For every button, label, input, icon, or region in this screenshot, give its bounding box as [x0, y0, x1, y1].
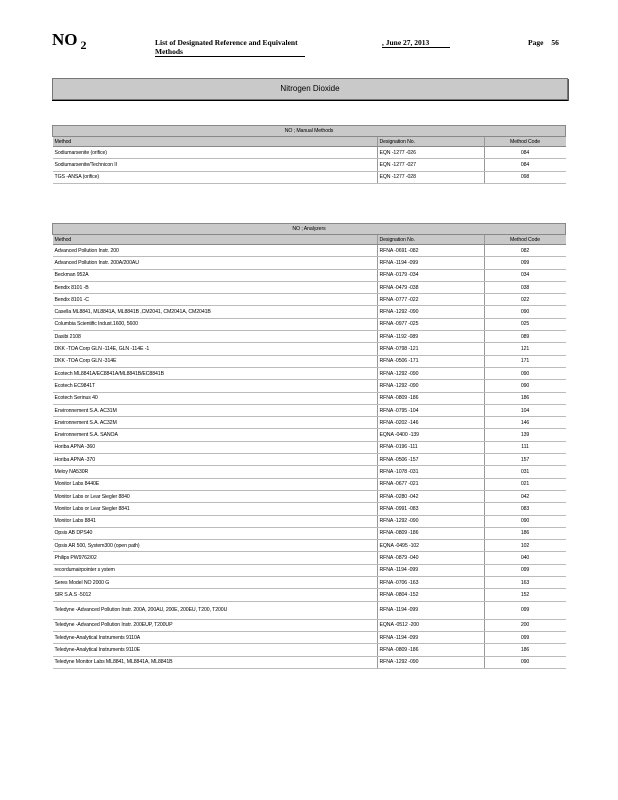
designation-cell: RFNA -0879 -040	[377, 552, 484, 564]
designation-cell: RFNA -1292 -090	[377, 515, 484, 527]
method-code-cell: 022	[484, 294, 566, 306]
table-row	[53, 577, 566, 589]
designation-cell: RFNA -1194 -099	[377, 631, 484, 643]
method-code-cell: 152	[484, 589, 566, 601]
table-row	[53, 454, 566, 466]
method-code-cell: 040	[484, 552, 566, 564]
method-code-cell: 186	[484, 392, 566, 404]
table-row	[53, 490, 566, 502]
method-code-cell: 186	[484, 644, 566, 656]
designation-cell: EQN -1277 -026	[377, 147, 484, 159]
column-header: Method	[53, 137, 378, 147]
table-row	[53, 644, 566, 656]
designation-cell: RFNA -1292 -090	[377, 656, 484, 668]
method-cell: Horiba APNA -360	[53, 441, 378, 453]
method-code-cell: 083	[484, 503, 566, 515]
designation-cell: RFNA -0804 -152	[377, 589, 484, 601]
method-code-cell: 090	[484, 656, 566, 668]
table-row	[53, 466, 566, 478]
designation-cell: RFNA -1292 -090	[377, 306, 484, 318]
designation-cell: RFNA -0506 -157	[377, 454, 484, 466]
method-cell: Columbia Scientific Indust.1600, 5600	[53, 318, 378, 330]
method-code-cell: 089	[484, 331, 566, 343]
method-code-cell: 042	[484, 490, 566, 502]
method-code-cell: 121	[484, 343, 566, 355]
method-cell: TGS -ANSA (orifice)	[53, 171, 378, 183]
method-code-cell: 099	[484, 257, 566, 269]
table-row	[53, 318, 566, 330]
table-row	[53, 404, 566, 416]
method-cell: Meloy NA530R	[53, 466, 378, 478]
method-cell: Teledyne-Analytical Instruments 9110A	[53, 631, 378, 643]
method-code-cell: 038	[484, 281, 566, 293]
method-cell: Philips PW9762/02	[53, 552, 378, 564]
method-cell: recordumairpointer s ystem	[53, 564, 378, 576]
table-row	[53, 331, 566, 343]
designation-cell: RFNA -0977 -025	[377, 318, 484, 330]
method-cell: Teledyne -Advanced Pollution Instr. 200EUP, T200UP	[53, 619, 378, 631]
designation-cell: RFNA -0179 -034	[377, 269, 484, 281]
method-code-cell: 084	[484, 159, 566, 171]
table-row	[53, 269, 566, 281]
designation-cell: EQN -1277 -027	[377, 159, 484, 171]
table-row	[53, 515, 566, 527]
header-no-subscript: 2	[80, 38, 87, 52]
column-header: Method Code	[484, 235, 566, 245]
table-row	[53, 306, 566, 318]
method-code-cell: 111	[484, 441, 566, 453]
method-code-cell: 163	[484, 577, 566, 589]
method-code-cell: 090	[484, 367, 566, 379]
method-code-cell: 104	[484, 404, 566, 416]
method-code-cell: 102	[484, 540, 566, 552]
designation-cell: RFNA -1194 -099	[377, 257, 484, 269]
method-cell: Horiba APNA -370	[53, 454, 378, 466]
designation-cell: RFNA -0202 -146	[377, 417, 484, 429]
method-cell: Monitor Labs 8440E	[53, 478, 378, 490]
table-row	[53, 245, 566, 257]
designation-cell: RFNA -0809 -186	[377, 644, 484, 656]
method-code-cell: 090	[484, 380, 566, 392]
analyzers-table	[52, 223, 566, 669]
method-code-cell: 186	[484, 527, 566, 539]
table-row	[53, 343, 566, 355]
method-cell: Monitor Labs or Lear Siegler 8841	[53, 503, 378, 515]
table-row	[53, 294, 566, 306]
method-code-cell: 146	[484, 417, 566, 429]
divider	[52, 100, 568, 101]
table-title: NO ; Manual Methods	[53, 126, 566, 137]
method-cell: Bendix 8101 -B	[53, 281, 378, 293]
method-code-cell: 021	[484, 478, 566, 490]
method-code-cell: 157	[484, 454, 566, 466]
table-row	[53, 478, 566, 490]
method-cell: Ecotech EC9841T	[53, 380, 378, 392]
designation-cell: RFNA -1292 -090	[377, 367, 484, 379]
table-row	[53, 380, 566, 392]
method-code-cell: 200	[484, 619, 566, 631]
manual-methods-table	[52, 125, 566, 184]
table-row	[53, 503, 566, 515]
method-cell: Dasibi 2108	[53, 331, 378, 343]
designation-cell: RFNA -0196 -111	[377, 441, 484, 453]
method-code-cell: 084	[484, 147, 566, 159]
method-cell: Beckman 952A	[53, 269, 378, 281]
designation-cell: RFNA -0677 -021	[377, 478, 484, 490]
column-header: Method	[53, 235, 378, 245]
designation-cell: RFNA -1192 -089	[377, 331, 484, 343]
table-row	[53, 656, 566, 668]
designation-cell: EQNA -0495 -102	[377, 540, 484, 552]
table-row	[53, 367, 566, 379]
method-cell: Teledyne Monitor Labs ML8841, ML8841A, ML8841B	[53, 656, 378, 668]
method-code-cell: 099	[484, 564, 566, 576]
table-row	[53, 355, 566, 367]
method-cell: SIR S.A.S -5012	[53, 589, 378, 601]
method-cell: Advanced Pollution Instr. 200	[53, 245, 378, 257]
method-code-cell: 099	[484, 601, 566, 619]
designation-cell: RFNA -0798 -121	[377, 343, 484, 355]
table-row	[53, 601, 566, 619]
column-header: Designation No.	[377, 235, 484, 245]
method-cell: Seres Model NO 2000 G	[53, 577, 378, 589]
method-code-cell: 082	[484, 245, 566, 257]
method-code-cell: 099	[484, 631, 566, 643]
designation-cell: RFNA -1194 -099	[377, 601, 484, 619]
table-row	[53, 257, 566, 269]
method-cell: Teledyne-Analytical Instruments 9110E	[53, 644, 378, 656]
table-row	[53, 392, 566, 404]
table-row	[53, 417, 566, 429]
header-no-label: NO	[52, 30, 78, 49]
method-code-cell: 025	[484, 318, 566, 330]
designation-cell: RFNA -0809 -186	[377, 527, 484, 539]
method-cell: Environnement S.A. AC32M	[53, 417, 378, 429]
column-header: Method Code	[484, 137, 566, 147]
page-label: Page	[528, 38, 544, 47]
designation-cell: RFNA -0280 -042	[377, 490, 484, 502]
method-code-cell: 139	[484, 429, 566, 441]
table-row	[53, 159, 566, 171]
table-row	[53, 540, 566, 552]
method-cell: Casella ML8841, ML8841A, ML8841B ,CM2041, CM2041A, CM2041B	[53, 306, 378, 318]
header-compound	[52, 30, 87, 50]
method-code-cell: 034	[484, 269, 566, 281]
table-row	[53, 564, 566, 576]
designation-cell: RFNA -1292 -090	[377, 380, 484, 392]
table-row	[53, 429, 566, 441]
method-cell: Environnement S.A. SANOA	[53, 429, 378, 441]
header-title: List of Designated Reference and Equivalent Methods	[155, 38, 305, 57]
table-row	[53, 147, 566, 159]
method-cell: Advanced Pollution Instr. 200A/200AU	[53, 257, 378, 269]
method-cell: Sodiumarsenite/Technicon II	[53, 159, 378, 171]
table-row	[53, 619, 566, 631]
designation-cell: RFNA -0706 -163	[377, 577, 484, 589]
method-cell: Teledyne -Advanced Pollution Instr. 200A, 200AU, 200E, 200EU, T200, T200U	[53, 601, 378, 619]
method-cell: DKK -TOA Corp GLN -114E, GLN -114E -1	[53, 343, 378, 355]
method-code-cell: 098	[484, 171, 566, 183]
method-cell: DKK -TOA Corp GLN -314E	[53, 355, 378, 367]
header-page	[528, 38, 559, 47]
table-row	[53, 631, 566, 643]
table-row	[53, 441, 566, 453]
method-cell: Sodiumarsenite (orifice)	[53, 147, 378, 159]
method-cell: Opsis AB DPS40	[53, 527, 378, 539]
table-row	[53, 527, 566, 539]
column-header: Designation No.	[377, 137, 484, 147]
designation-cell: RFNA -0479 -038	[377, 281, 484, 293]
designation-cell: RFNA -0795 -104	[377, 404, 484, 416]
method-cell: Monitor Labs or Lear Siegler 8840	[53, 490, 378, 502]
section-banner: Nitrogen Dioxide	[52, 78, 568, 100]
method-code-cell: 031	[484, 466, 566, 478]
method-cell: Ecotech ML8841A/EC8841A/ML8841B/EC8841B	[53, 367, 378, 379]
designation-cell: RFNA -1194 -099	[377, 564, 484, 576]
page-number: 56	[551, 38, 559, 47]
designation-cell: RFNA -0809 -186	[377, 392, 484, 404]
table-row	[53, 171, 566, 183]
method-code-cell: 171	[484, 355, 566, 367]
designation-cell: EQNA -0512 -200	[377, 619, 484, 631]
designation-cell: RFNA -0777 -022	[377, 294, 484, 306]
table-row	[53, 589, 566, 601]
method-cell: Bendix 8101 -C	[53, 294, 378, 306]
method-cell: Ecotech Serinus 40	[53, 392, 378, 404]
designation-cell: EQN -1277 -028	[377, 171, 484, 183]
designation-cell: RFNA -0991 -083	[377, 503, 484, 515]
designation-cell: RFNA -1078 -031	[377, 466, 484, 478]
designation-cell: EQNA -0400 -139	[377, 429, 484, 441]
method-code-cell: 090	[484, 306, 566, 318]
designation-cell: RFNA -0506 -171	[377, 355, 484, 367]
table-title: NO ; Analyzers	[53, 224, 566, 235]
method-cell: Environnement S.A. AC31M	[53, 404, 378, 416]
designation-cell: RFNA -0691 -082	[377, 245, 484, 257]
method-code-cell: 090	[484, 515, 566, 527]
table-row	[53, 552, 566, 564]
header-date: , June 27, 2013	[382, 38, 450, 48]
method-cell: Opsis AR 500, System300 (open path)	[53, 540, 378, 552]
table-row	[53, 281, 566, 293]
method-cell: Monitor Labs 8841	[53, 515, 378, 527]
